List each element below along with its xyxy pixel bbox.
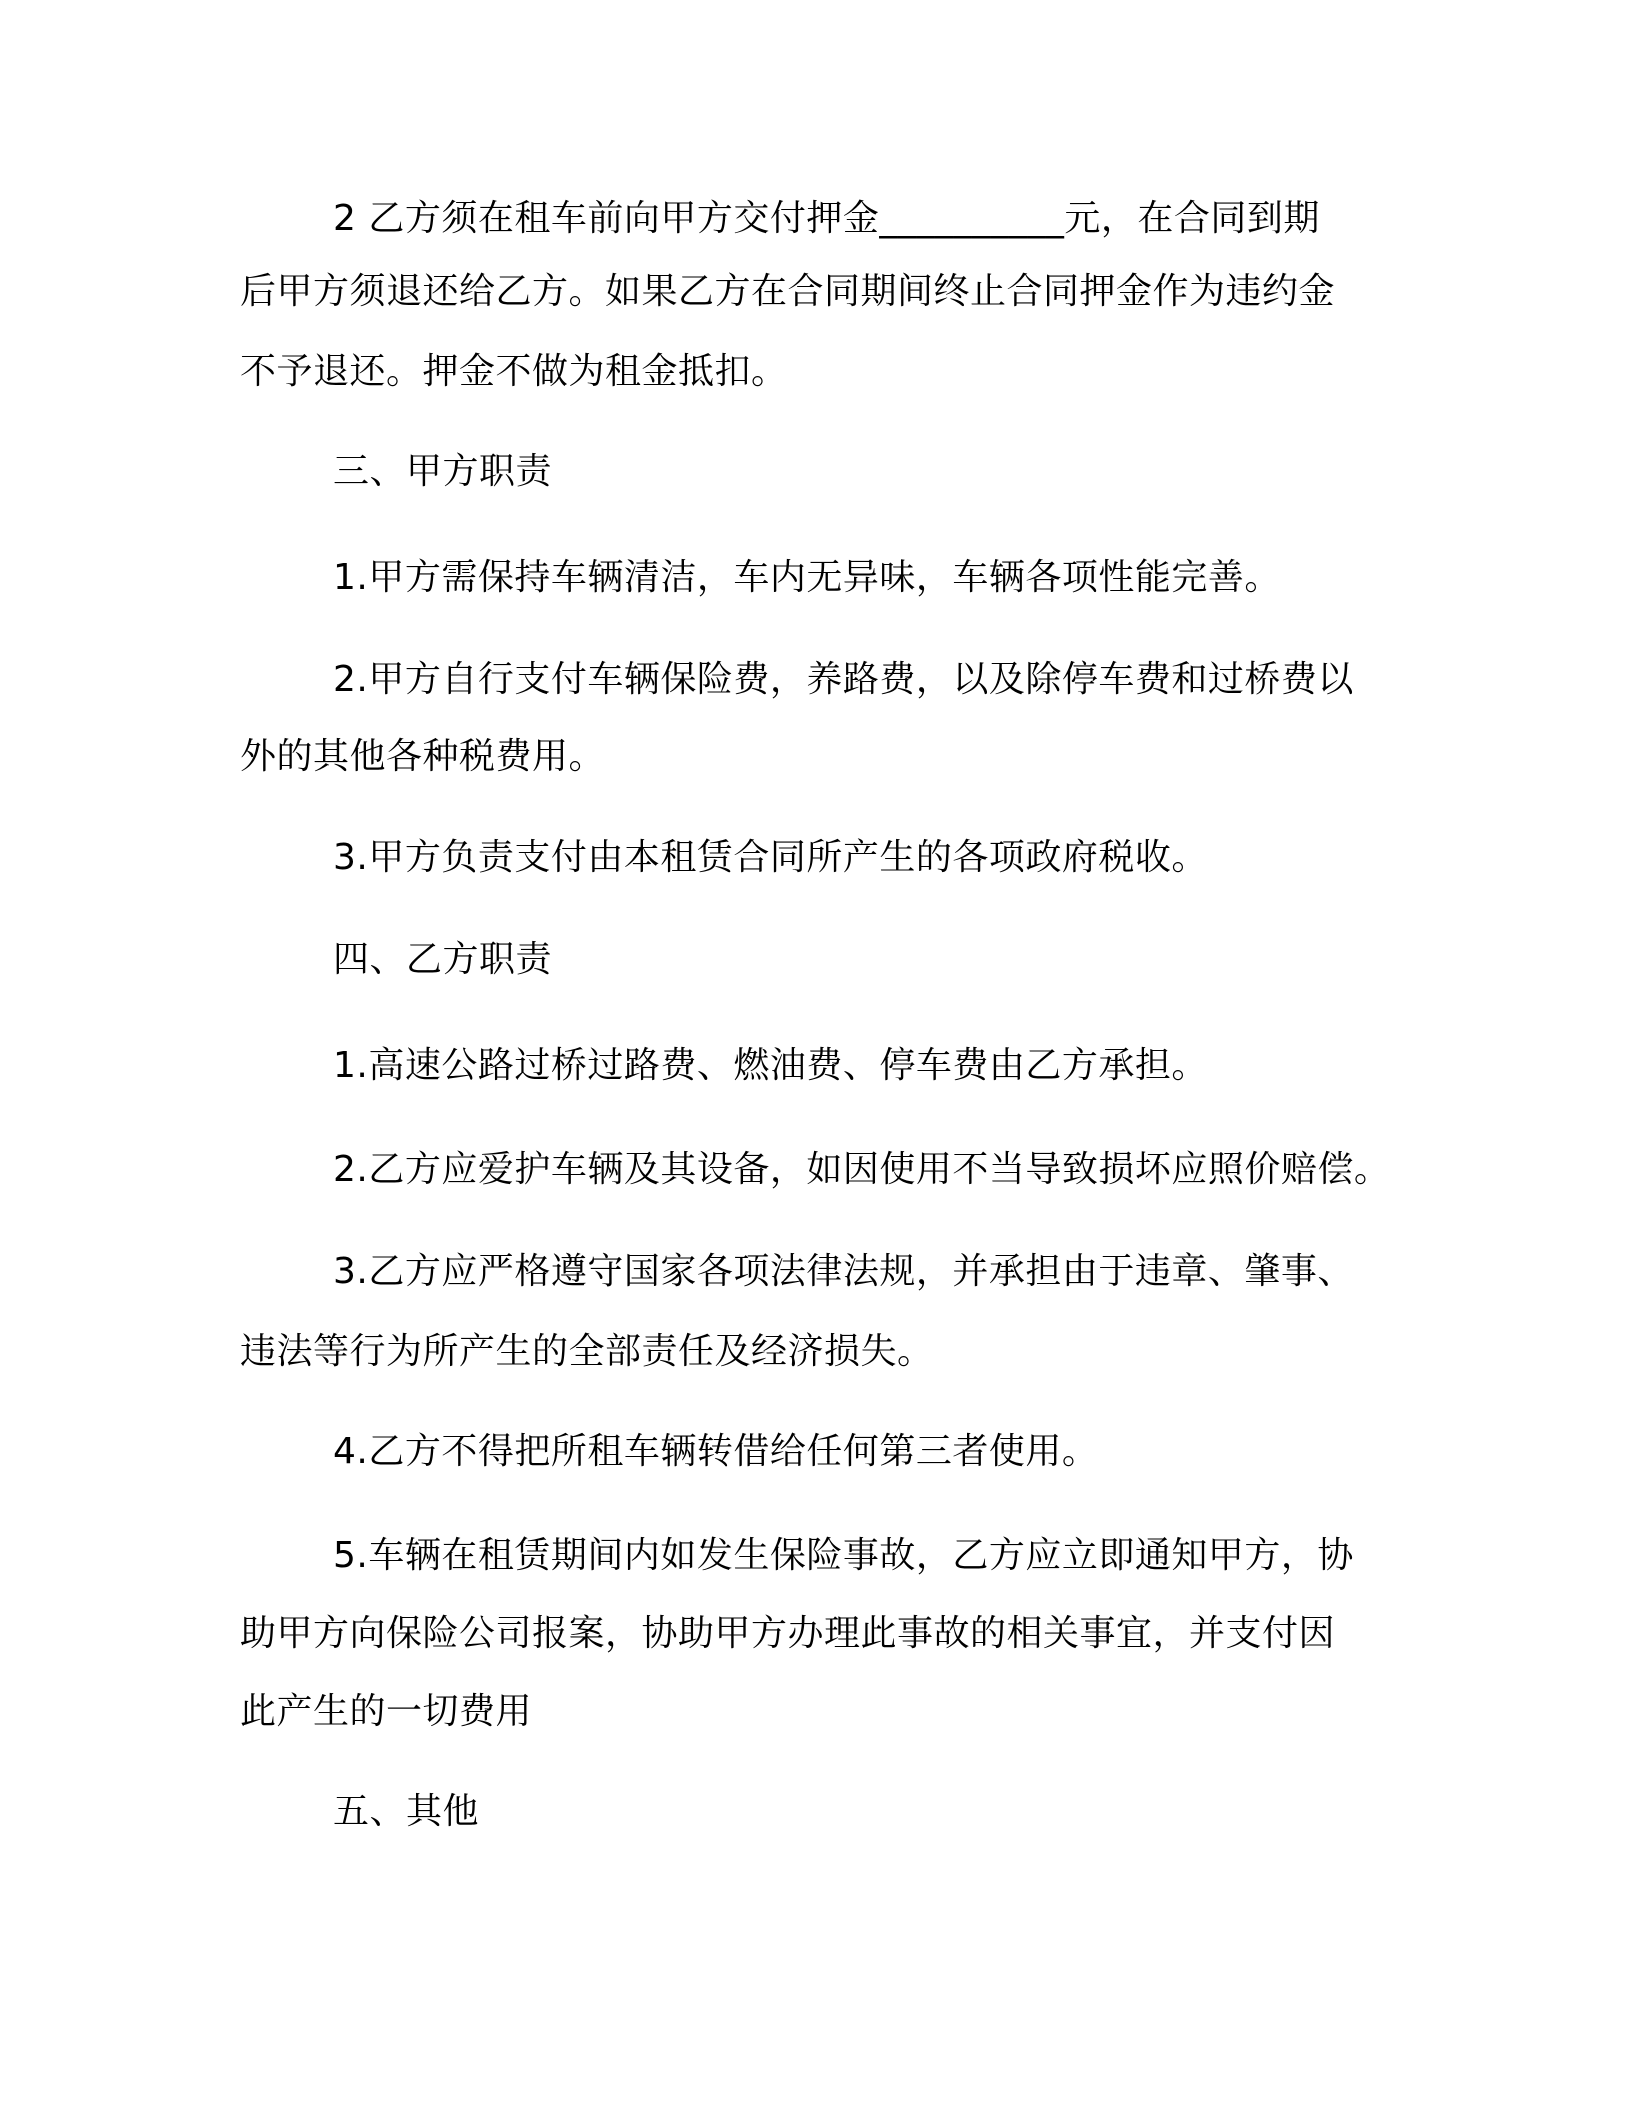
section-4-item-2: 2.乙方应爱护车辆及其设备，如因使用不当导致损坏应照价赔偿。 (333, 1149, 1391, 1190)
section-3-item-3: 3.甲方负责支付由本租赁合同所产生的各项政府税收。 (333, 837, 1208, 878)
section-4-item-1: 1.高速公路过桥过路费、燃油费、停车费由乙方承担。 (333, 1045, 1208, 1086)
section-3-item-2-line-2: 外的其他各种税费用。 (240, 736, 606, 777)
clause-2-deposit-line-3: 不予退还。押金不做为租金抵扣。 (240, 351, 788, 392)
section-4-item-4: 4.乙方不得把所租车辆转借给任何第三者使用。 (333, 1431, 1099, 1472)
section-4-item-5-line-3: 此产生的一切费用 (240, 1691, 533, 1732)
section-3-heading: 三、甲方职责 (333, 451, 553, 492)
section-4-heading: 四、乙方职责 (333, 939, 553, 980)
section-3-item-1: 1.甲方需保持车辆清洁，车内无异味，车辆各项性能完善。 (333, 557, 1281, 598)
section-4-item-5-line-1: 5.车辆在租赁期间内如发生保险事故，乙方应立即通知甲方，协 (333, 1535, 1354, 1576)
section-5-heading: 五、其他 (333, 1791, 480, 1832)
clause-2-deposit-line-1: 2 乙方须在租车前向甲方交付押金__________元，在合同到期 (333, 198, 1320, 239)
section-4-item-3-line-1: 3.乙方应严格遵守国家各项法律法规，并承担由于违章、肇事、 (333, 1251, 1354, 1292)
section-4-item-3-line-2: 违法等行为所产生的全部责任及经济损失。 (240, 1331, 934, 1372)
section-4-item-5-line-2: 助甲方向保险公司报案，协助甲方办理此事故的相关事宜，并支付因 (240, 1613, 1336, 1654)
clause-2-deposit-line-2: 后甲方须退还给乙方。如果乙方在合同期间终止合同押金作为违约金 (240, 271, 1336, 312)
section-3-item-2-line-1: 2.甲方自行支付车辆保险费，养路费，以及除停车费和过桥费以 (333, 659, 1354, 700)
